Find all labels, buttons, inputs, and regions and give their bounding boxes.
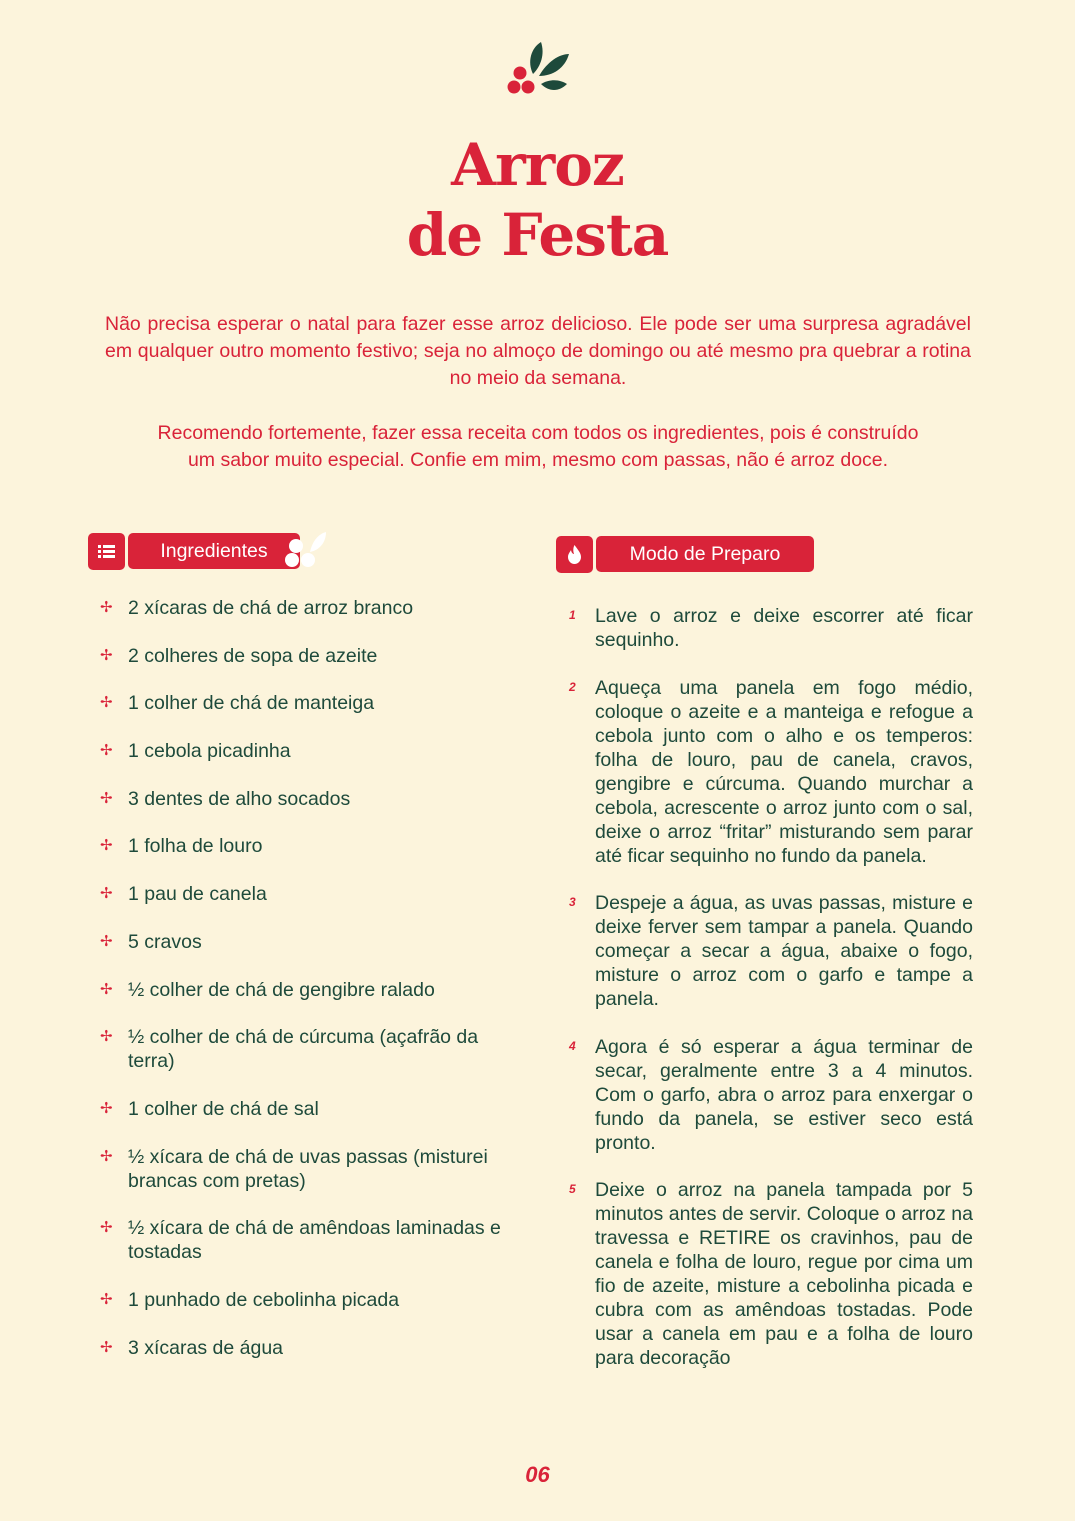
list-item: ✢ 3 xícaras de água — [100, 1336, 284, 1359]
list-item: ✢ 1 punhado de cebolinha picada — [100, 1288, 400, 1311]
intro-paragraph-2-line-2: um sabor muito especial. Confie em mim, mesmo com passas, não é arroz doce. — [187, 449, 889, 471]
sparkle-bullet-icon: ✢ — [100, 1290, 113, 1308]
list-item: ✢ 1 colher de chá de sal — [100, 1097, 319, 1120]
method-header: Modo de Preparo — [596, 536, 814, 572]
ingredients-list — [100, 596, 520, 1383]
sparkle-bullet-icon: ✢ — [100, 789, 113, 807]
sparkle-bullet-icon: ✢ — [100, 742, 113, 760]
list-icon — [88, 533, 125, 570]
page-number: 06 — [525, 1462, 550, 1487]
sparkle-bullet-icon: ✢ — [100, 980, 113, 998]
list-item: ✢ 1 cebola picadinha — [100, 740, 291, 763]
step-number: 2 — [569, 679, 576, 694]
intro-paragraph-2 — [105, 420, 971, 474]
sparkle-bullet-icon: ✢ — [100, 1028, 113, 1046]
list-item: ✢ 1 pau de canela — [100, 883, 267, 906]
step-number: 3 — [569, 895, 576, 909]
step-text: Lave o arroz e deixe escorrer até ficar sequinho. — [595, 605, 973, 651]
berries-decoration-icon — [282, 530, 330, 574]
list-item: ✢ ½ xícara de chá de uvas passas (misturei brancas com pretas) — [100, 1145, 488, 1192]
list-item: ✢ ½ colher de chá de cúrcuma (açafrão da terra) — [100, 1026, 479, 1073]
step-text: Aqueça uma panela em fogo médio, coloque o azeite e a manteiga e refogue a cebola junto com o alho e os temperos: folha de louro, pau de canela, cravos, gengibre e cúrcuma. Quando murchar a cebola, acrescente o arroz junto com o sal, deixe o arroz “fritar” misturando sem parar até ficar sequinho no fundo da panela. — [595, 676, 973, 867]
step-item — [569, 891, 973, 1011]
intro-paragraph-1: Não precisa esperar o natal para fazer esse arroz delicioso. Ele pode ser uma surpresa agradável em qualquer outro momento festivo; seja no almoço de domingo ou até mesmo pra quebrar a rotina no meio da semana. — [105, 313, 971, 389]
sparkle-bullet-icon: ✢ — [100, 646, 113, 664]
step-text: Despeje a água, as uvas passas, misture e deixe ferver sem tampar a panela. Quando começar a secar a água, abaixe o fogo, misture o arroz com o garfo e tampe a panela. — [595, 892, 973, 1010]
list-item: ✢ 3 dentes de alho socados — [100, 787, 351, 810]
list-item: ✢ 1 colher de chá de manteiga — [100, 692, 375, 715]
flame-icon — [556, 536, 593, 573]
title-line-2: de Festa — [406, 201, 669, 269]
list-item: ✢ 5 cravos — [100, 930, 202, 953]
sparkle-bullet-icon: ✢ — [100, 885, 113, 903]
sparkle-bullet-icon: ✢ — [100, 1219, 113, 1237]
sparkle-bullet-icon: ✢ — [100, 837, 113, 855]
method-steps — [569, 604, 973, 1394]
step-item — [569, 1035, 973, 1155]
sparkle-bullet-icon: ✢ — [100, 1338, 113, 1356]
list-item: ✢ 2 xícaras de chá de arroz branco — [100, 597, 414, 619]
list-item: ✢ ½ xícara de chá de amêndoas laminadas e tostadas — [100, 1217, 501, 1264]
sparkle-bullet-icon: ✢ — [100, 1099, 113, 1117]
step-number: 1 — [569, 608, 576, 622]
list-item: ✢ ½ colher de chá de gengibre ralado — [100, 978, 435, 1001]
step-text: Deixe o arroz na panela tampada por 5 minutos antes de servir. Coloque o arroz na travessa e RETIRE os cravinhos, pau de canela e folha de louro, regue por cima um fio de azeite, misture a cebolinha picada e cubra com as amêndoas tostadas. Pode usar a canela em pau e a folha de louro para decoração — [595, 1179, 973, 1369]
list-item: ✢ 1 folha de louro — [100, 835, 263, 858]
sparkle-bullet-icon: ✢ — [100, 599, 113, 616]
sparkle-bullet-icon: ✢ — [100, 932, 113, 950]
intro-paragraph-2-line-1: Recomendo fortemente, fazer essa receita com todos os ingredientes, pois é construído — [157, 422, 919, 444]
title-line-1: Arroz — [451, 131, 624, 199]
sparkle-bullet-icon: ✢ — [100, 1147, 113, 1165]
sparkle-bullet-icon: ✢ — [100, 694, 113, 712]
ingredients-header: Ingredientes — [128, 533, 300, 569]
step-number: 5 — [569, 1182, 576, 1196]
step-item — [569, 1178, 973, 1370]
step-item — [569, 676, 973, 868]
page-title — [0, 130, 1075, 270]
step-number: 4 — [569, 1038, 576, 1053]
list-item: ✢ 2 colheres de sopa de azeite — [100, 644, 378, 667]
holly-logo-icon — [503, 40, 571, 98]
step-item — [569, 604, 973, 652]
step-text: Agora é só esperar a água terminar de secar, geralmente entre 3 a 4 minutos. Com o garfo, abra o arroz para enxergar o fundo da panela, se estiver seco está pronto. — [595, 1035, 973, 1154]
